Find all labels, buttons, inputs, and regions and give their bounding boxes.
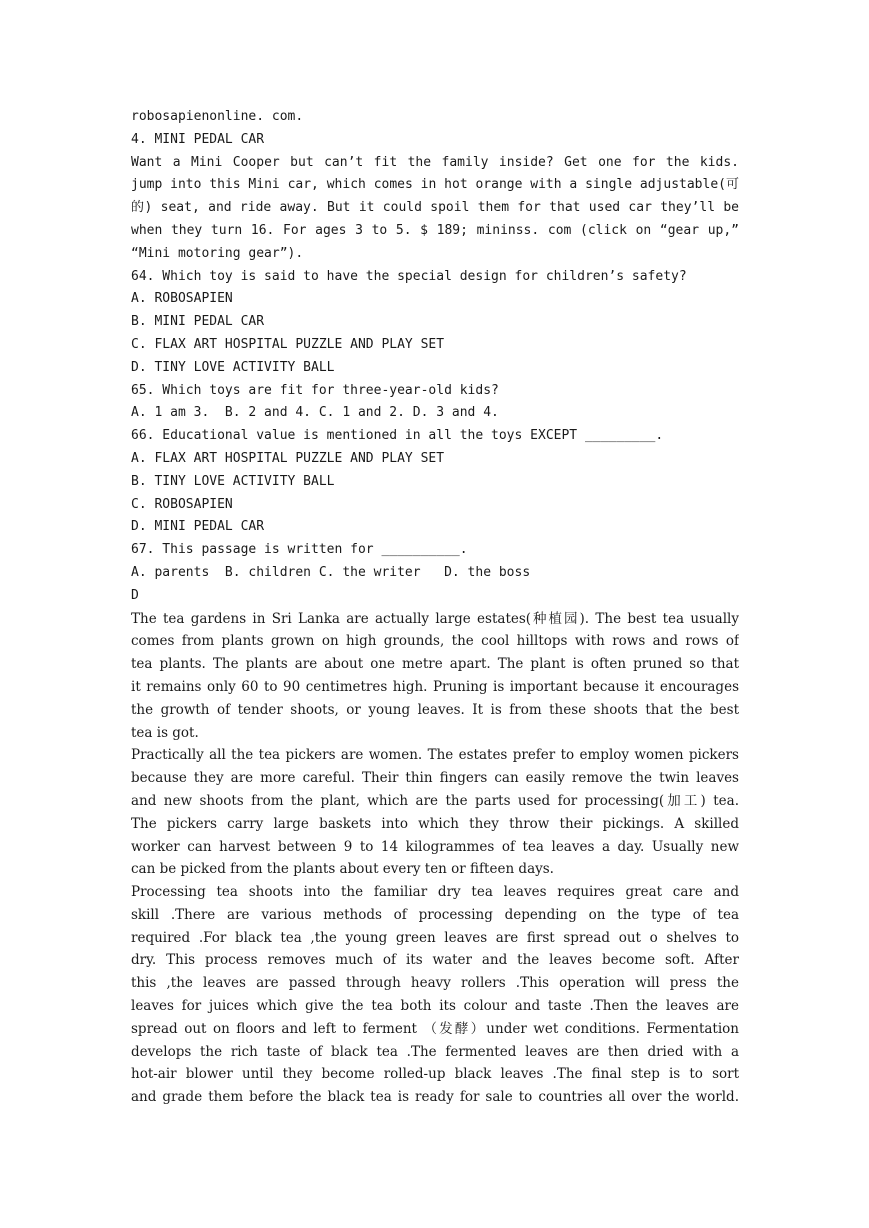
text-line: when they turn 16. For ages 3 to 5. $ 189; mininss. com (click on “gear up,” bbox=[131, 222, 739, 238]
text-line: tea is got. bbox=[131, 724, 199, 741]
text-line: The pickers carry large baskets into which they throw their pickings. A skilled bbox=[131, 815, 739, 832]
text-line: Want a Mini Cooper but can’t fit the family inside? Get one for the kids. bbox=[131, 154, 739, 170]
text-line: D. TINY LOVE ACTIVITY BALL bbox=[131, 359, 335, 375]
text-line: A. FLAX ART HOSPITAL PUZZLE AND PLAY SET bbox=[131, 450, 445, 466]
text-line: worker can harvest between 9 to 14 kilogrammes of tea leaves a day. Usually new bbox=[131, 838, 739, 855]
text-line: dry. This process removes much of its water and the leaves become soft. After bbox=[131, 952, 739, 969]
text-line: D bbox=[131, 587, 139, 603]
text-line: this ,the leaves are passed through heavy rollers .This operation will press the bbox=[131, 975, 739, 992]
text-line: comes from plants grown on high grounds, the cool hilltops with rows and rows of bbox=[131, 633, 739, 650]
text-line: the growth of tender shoots, or young leaves. It is from these shoots that the best bbox=[131, 701, 739, 718]
text-line: leaves for juices which give the tea both its colour and taste .Then the leaves are bbox=[131, 998, 739, 1015]
text-line: and grade them before the black tea is ready for sale to countries all over the world. bbox=[131, 1089, 739, 1106]
text-line: tea plants. The plants are about one metre apart. The plant is often pruned so that bbox=[131, 656, 739, 673]
text-line: A. ROBOSAPIEN bbox=[131, 291, 233, 307]
text-line: 的) seat, and ride away. But it could spoil them for that used car they’ll be bbox=[131, 200, 739, 216]
text-line: can be picked from the plants about every ten or fifteen days. bbox=[131, 861, 554, 878]
text-line: skill .There are various methods of processing depending on the type of tea bbox=[131, 906, 739, 923]
text-line: 4. MINI PEDAL CAR bbox=[131, 131, 265, 147]
text-line: jump into this Mini car, which comes in hot orange with a single adjustable(可 bbox=[131, 177, 739, 193]
text-line: 66. Educational value is mentioned in all the toys EXCEPT _________. bbox=[131, 428, 664, 444]
text-line: A. parents B. children C. the writer D. the boss bbox=[131, 564, 531, 580]
text-line: Processing tea shoots into the familiar dry tea leaves requires great care and bbox=[131, 884, 739, 901]
text-line: required .For black tea ,the young green leaves are first spread out o shelves to bbox=[131, 929, 739, 946]
text-line: 65. Which toys are fit for three-year-old kids? bbox=[131, 382, 499, 398]
text-line: B. MINI PEDAL CAR bbox=[131, 314, 265, 330]
text-line: A. 1 am 3. B. 2 and 4. C. 1 and 2. D. 3 and 4. bbox=[131, 405, 499, 421]
text-line: The tea gardens in Sri Lanka are actually large estates(种植园). The best tea usually bbox=[131, 610, 739, 627]
text-line: Practically all the tea pickers are women. The estates prefer to employ women pickers bbox=[131, 747, 739, 764]
text-line: robosapienonline. com. bbox=[131, 109, 304, 124]
text-line: “Mini motoring gear”). bbox=[131, 245, 304, 261]
text-line: spread out on floors and left to ferment （发酵）under wet conditions. Fermentation bbox=[131, 1020, 739, 1037]
text-line: D. MINI PEDAL CAR bbox=[131, 519, 265, 535]
text-line: and new shoots from the plant, which are the parts used for processing(加工) tea. bbox=[131, 792, 739, 809]
text-line: C. ROBOSAPIEN bbox=[131, 496, 233, 512]
text-line: it remains only 60 to 90 centimetres high. Pruning is important because it encourages bbox=[131, 678, 739, 695]
text-line: C. FLAX ART HOSPITAL PUZZLE AND PLAY SET bbox=[131, 336, 445, 352]
text-line: 67. This passage is written for __________. bbox=[131, 542, 468, 558]
text-line: develops the rich taste of black tea .The fermented leaves are then dried with a bbox=[131, 1043, 739, 1060]
text-line: B. TINY LOVE ACTIVITY BALL bbox=[131, 473, 335, 489]
text-line: hot-air blower until they become rolled-up black leaves .The final step is to sort bbox=[131, 1066, 739, 1083]
text-line: 64. Which toy is said to have the special design for children’s safety? bbox=[131, 268, 687, 284]
document-page bbox=[131, 106, 739, 1109]
text-line: because they are more careful. Their thin fingers can easily remove the twin leaves bbox=[131, 770, 739, 787]
